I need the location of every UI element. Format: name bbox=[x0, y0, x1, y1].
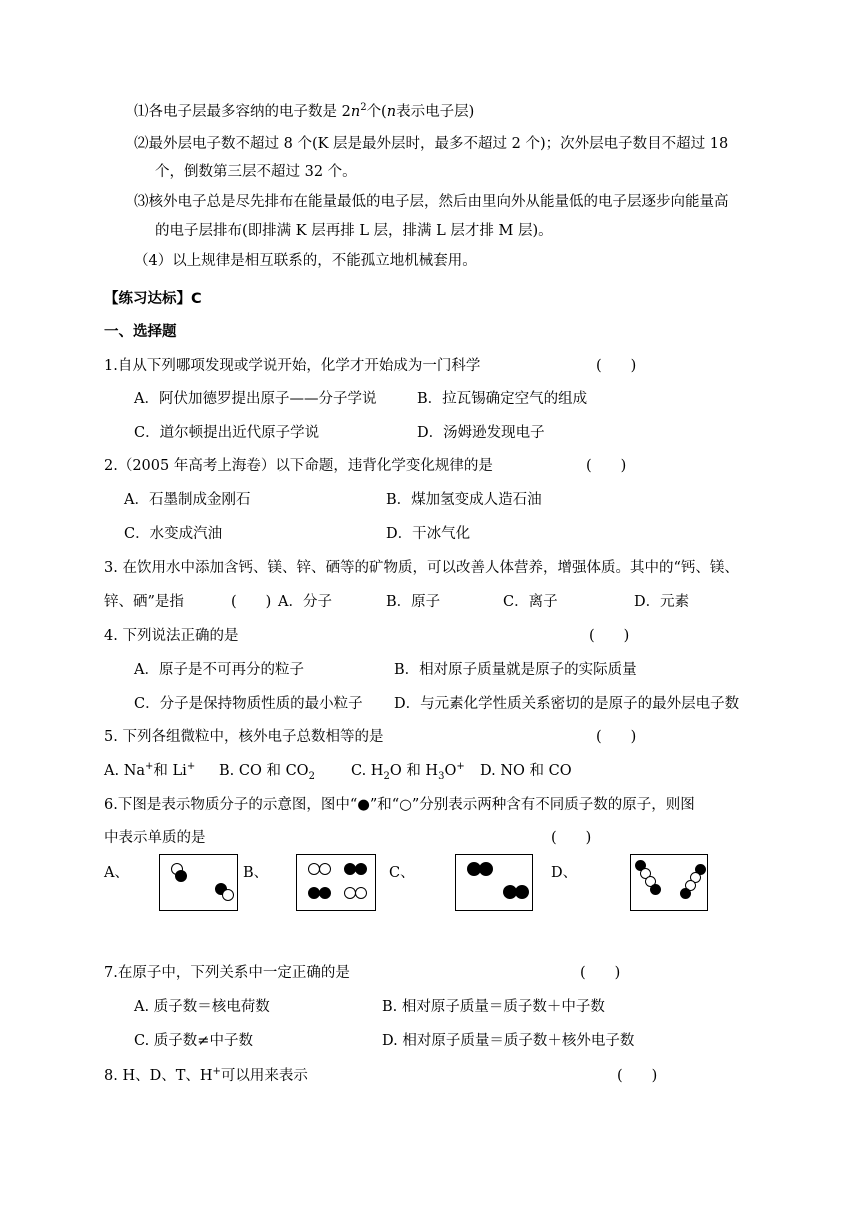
q3-stem-line2: 锌、硒”是指 bbox=[104, 594, 184, 610]
q2-option-d: D．干冰气化 bbox=[386, 526, 471, 542]
q5-b-sub: 2 bbox=[308, 770, 315, 782]
q8-text2: 可以用来表示 bbox=[220, 1068, 308, 1084]
q5-c-text: C. H bbox=[351, 763, 384, 779]
q4-option-c: C．分子是保持物质性质的最小粒子 bbox=[134, 696, 363, 712]
q8-sup: + bbox=[212, 1066, 221, 1078]
q1-option-d: D．汤姆逊发现电子 bbox=[417, 425, 545, 441]
q1-option-a: A．阿伏加德罗提出原子——分子学说 bbox=[134, 391, 377, 407]
q5-option-c bbox=[351, 761, 465, 781]
black-atom bbox=[515, 885, 529, 899]
q2-paren: ( ) bbox=[586, 458, 627, 474]
q7-option-a: A. 质子数＝核电荷数 bbox=[134, 999, 270, 1015]
white-atom bbox=[222, 889, 234, 901]
q6-stem-line1: 6.下图是表示物质分子的示意图，图中“●”和“○”分别表示两种含有不同质子数的原子，则图 bbox=[104, 797, 695, 813]
q5-a-sup2: + bbox=[186, 761, 196, 773]
q1-stem: 1.自从下列哪项发现或学说开始，化学才开始成为一门科学 bbox=[104, 358, 481, 374]
rule-1-text-b: 个( bbox=[366, 104, 387, 120]
q5-c-sub: 2 bbox=[383, 770, 390, 782]
black-atom bbox=[680, 888, 691, 899]
q1-option-c: C．道尔顿提出近代原子学说 bbox=[134, 425, 320, 441]
rule-2-line2: 个，倒数第三层不超过 32 个。 bbox=[155, 164, 357, 180]
q1-option-b: B．拉瓦锡确定空气的组成 bbox=[417, 391, 588, 407]
rule-3-line2: 的电子层排布(即排满 K 层再排 L 层，排满 L 层才排 M 层)。 bbox=[155, 223, 553, 239]
q6-label-d: D、 bbox=[551, 865, 578, 881]
black-atom bbox=[355, 863, 367, 875]
q6-stem-line2: 中表示单质的是 bbox=[104, 830, 206, 846]
q3-option-b: B．原子 bbox=[386, 594, 441, 610]
q6-paren: ( ) bbox=[551, 830, 592, 846]
q7-option-c: C. 质子数≠中子数 bbox=[134, 1033, 253, 1049]
q3-option-a: A．分子 bbox=[278, 594, 332, 610]
rule-1-sup: 2 bbox=[360, 102, 367, 114]
black-atom bbox=[479, 862, 493, 876]
rule-1-n2: n bbox=[386, 104, 397, 120]
q4-stem: 4. 下列说法正确的是 bbox=[104, 628, 239, 644]
rule-1-text-c: 表示电子层) bbox=[396, 104, 475, 120]
rule-2-line1: ⑵最外层电子数不超过 8 个(K 层是最外层时，最多不超过 2 个)；次外层电子数目不超过 18 bbox=[134, 136, 729, 152]
subsection-title: 一、选择题 bbox=[104, 324, 177, 340]
q5-option-d: D. NO 和 CO bbox=[480, 763, 572, 779]
q4-option-a: A．原子是不可再分的粒子 bbox=[134, 662, 304, 678]
section-title: 【练习达标】C bbox=[104, 291, 202, 307]
q1-paren: ( ) bbox=[596, 358, 637, 374]
q6-diagram-b bbox=[296, 854, 376, 911]
q2-option-a: A．石墨制成金刚石 bbox=[124, 492, 251, 508]
q3-paren: ( ) bbox=[231, 594, 272, 610]
q5-option-a bbox=[104, 761, 195, 781]
q2-stem: 2.（2005 年高考上海卷）以下命题，违背化学变化规律的是 bbox=[104, 458, 493, 474]
q7-stem: 7.在原子中，下列关系中一定正确的是 bbox=[104, 965, 350, 981]
q6-label-b: B、 bbox=[243, 865, 269, 881]
q5-a-sup: + bbox=[145, 761, 154, 773]
white-atom bbox=[319, 863, 331, 875]
q8-text: 8. H、D、T、H bbox=[104, 1068, 213, 1084]
q3-stem-line1: 3. 在饮用水中添加含钙、镁、锌、硒等的矿物质，可以改善人体营养，增强体质。其中的“钙、镁、 bbox=[104, 560, 739, 576]
q5-c-sub2: 3 bbox=[438, 770, 445, 782]
q5-a-text: A. Na bbox=[104, 763, 146, 779]
q5-c-sup: + bbox=[456, 761, 465, 773]
q5-paren: ( ) bbox=[596, 729, 637, 745]
q5-option-b bbox=[219, 761, 315, 781]
black-atom bbox=[650, 884, 661, 895]
black-atom bbox=[319, 887, 331, 899]
q5-c-text2: O 和 H bbox=[389, 763, 439, 779]
rule-1-n: n bbox=[350, 104, 361, 120]
rule-4: （4）以上规律是相互联系的，不能孤立地机械套用。 bbox=[134, 253, 477, 269]
black-atom bbox=[175, 870, 187, 882]
q8-paren: ( ) bbox=[617, 1068, 658, 1084]
q6-diagram-d bbox=[630, 854, 708, 911]
white-atom bbox=[355, 887, 367, 899]
q2-option-c: C．水变成汽油 bbox=[124, 526, 223, 542]
q5-b-text: B. CO 和 CO bbox=[219, 763, 309, 779]
q8-stem bbox=[104, 1066, 308, 1086]
q6-diagram-c bbox=[455, 854, 533, 911]
q6-label-c: C、 bbox=[389, 865, 415, 881]
q7-option-d: D. 相对原子质量＝质子数＋核外电子数 bbox=[382, 1033, 635, 1049]
q5-c-text3: O bbox=[444, 763, 457, 779]
q4-paren: ( ) bbox=[589, 628, 630, 644]
q4-option-d: D．与元素化学性质关系密切的是原子的最外层电子数 bbox=[394, 696, 740, 712]
q5-a-text2: 和 Li bbox=[153, 763, 187, 779]
q3-option-d: D．元素 bbox=[634, 594, 690, 610]
rule-1 bbox=[134, 102, 474, 122]
q2-option-b: B．煤加氢变成人造石油 bbox=[386, 492, 542, 508]
q4-option-b: B．相对原子质量就是原子的实际质量 bbox=[394, 662, 637, 678]
rule-1-text: ⑴各电子层最多容纳的电子数是 2 bbox=[134, 104, 351, 120]
rule-3-line1: ⑶核外电子总是尽先排布在能量最低的电子层，然后由里向外从能量低的电子层逐步向能量高 bbox=[134, 194, 729, 210]
q7-paren: ( ) bbox=[580, 965, 621, 981]
q5-stem: 5. 下列各组微粒中，核外电子总数相等的是 bbox=[104, 729, 384, 745]
q7-option-b: B. 相对原子质量＝质子数＋中子数 bbox=[382, 999, 605, 1015]
q3-option-c: C．离子 bbox=[503, 594, 558, 610]
q6-diagram-a bbox=[159, 854, 238, 911]
q6-label-a: A、 bbox=[104, 865, 129, 881]
